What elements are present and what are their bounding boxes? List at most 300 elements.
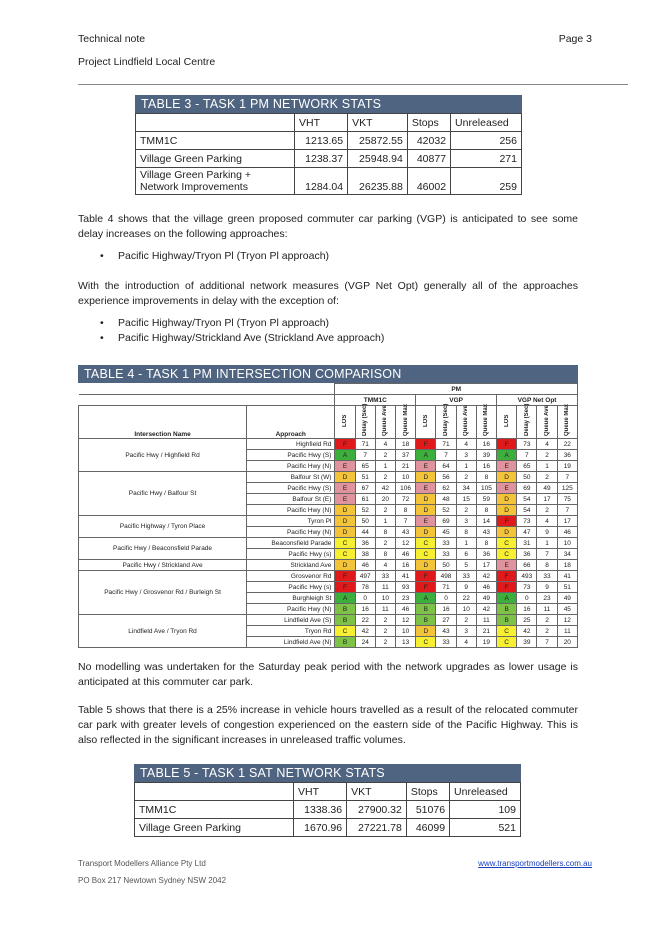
queue-max-cell: 45 [557,604,577,615]
los-cell: F [497,571,517,582]
approach-name: Pacific Hwy (N) [247,527,335,538]
approach-name: Pacific Hwy (N) [247,604,335,615]
table3-block [135,95,522,195]
table-row [79,615,578,626]
table4-period: PM [335,384,578,395]
delay-cell: 44 [355,527,375,538]
queue-max-cell: 18 [396,439,416,450]
queue-ave-cell: 33 [456,571,476,582]
delay-cell: 33 [436,549,456,560]
queue-ave-cell: 5 [456,560,476,571]
delay-cell: 62 [436,483,456,494]
delay-cell: 39 [517,637,537,648]
queue-max-cell: 8 [476,505,496,516]
queue-max-cell: 49 [557,593,577,604]
queue-ave-cell: 2 [375,505,395,516]
table4-metric-header [396,403,416,439]
intersection-name: Pacific Highway / Tyron Place [79,516,247,538]
paragraph-network-measures: With the introduction of additional network measures (VGP Net Opt) generally all of the approaches experience improvements in delay with the exception of: [78,280,578,307]
queue-ave-cell: 11 [375,582,395,593]
queue-ave-cell: 8 [375,549,395,560]
table4-metric-header [416,406,436,439]
table4-body [79,439,578,648]
los-cell: E [416,461,436,472]
queue-max-cell: 11 [557,626,577,637]
queue-max-cell: 21 [476,626,496,637]
los-cell: C [497,549,517,560]
queue-ave-cell: 9 [537,527,557,538]
queue-max-cell: 106 [396,483,416,494]
metric-label: LOS [503,414,510,428]
los-cell: D [497,472,517,483]
intersection-name: Pacific Hwy / Beaconsfield Parade [79,538,247,560]
los-cell: A [416,593,436,604]
metric-label: Delay (Sec) [443,403,449,436]
table5-col-blank [135,783,294,801]
table5-col-vht: VHT [294,783,347,801]
los-cell: D [416,472,436,483]
table4-metric-header [355,403,375,439]
queue-max-cell: 8 [476,472,496,483]
metric-label: Queue Max [483,403,490,436]
los-cell: B [416,604,436,615]
cell-stops: 42032 [407,132,450,150]
los-cell: F [497,439,517,450]
queue-ave-cell: 23 [537,593,557,604]
los-cell: B [335,615,355,626]
delay-cell: 7 [355,450,375,461]
table-row [136,150,522,168]
footer-company: Transport Modellers Alliance Pty Ltd [78,859,206,868]
table4-metric-header [557,403,577,439]
delay-cell: 54 [517,494,537,505]
delay-cell: 42 [517,626,537,637]
approach-name: Pacific Hwy (S) [247,483,335,494]
delay-cell: 31 [517,538,537,549]
header-divider [78,84,628,85]
los-cell: B [497,604,517,615]
los-cell: D [416,494,436,505]
queue-max-cell: 46 [557,527,577,538]
approach-name: Balfour St (W) [247,472,335,483]
los-cell: E [497,483,517,494]
table4-scenario-tmm1c: TMM1C [335,395,416,406]
los-cell: D [335,472,355,483]
cell-vkt: 25948.94 [348,150,408,168]
approach-name: Beaconsfield Parade [247,538,335,549]
queue-ave-cell: 33 [375,571,395,582]
delay-cell: 24 [355,637,375,648]
queue-ave-cell: 7 [537,549,557,560]
table-row [79,538,578,549]
queue-ave-cell: 4 [537,439,557,450]
queue-ave-cell: 11 [537,604,557,615]
queue-max-cell: 93 [396,582,416,593]
metric-label: Delay (Sec) [362,403,369,436]
table3-col-stops: Stops [407,114,450,132]
paragraph-table5-intro: Table 5 shows that there is a 25% increase in vehicle hours travelled as a result of the relocated commuter car park with greater levels of congestion experienced on the eastern side of the Pacific Highway. This is also reflected in the significant increases in unreleased traffic volumes. [78,704,578,746]
delay-cell: 36 [355,538,375,549]
delay-cell: 46 [355,560,375,571]
metric-label: Queue Ave [544,405,551,436]
delay-cell: 0 [355,593,375,604]
delay-cell: 27 [436,615,456,626]
queue-max-cell: 17 [557,516,577,527]
delay-cell: 71 [355,439,375,450]
delay-cell: 48 [436,494,456,505]
queue-max-cell: 16 [396,560,416,571]
queue-ave-cell: 1 [456,461,476,472]
table4-metric-row [79,406,578,439]
paragraph-table4-intro: Table 4 shows that the village green proposed commuter car parking (VGP) is anticipated to see some delay increases on the following approaches: [78,213,578,240]
queue-ave-cell: 1 [375,516,395,527]
approach-name: Tryon Rd [247,626,335,637]
queue-max-cell: 12 [396,538,416,549]
queue-max-cell: 17 [476,560,496,571]
queue-ave-cell: 49 [537,483,557,494]
los-cell: C [335,549,355,560]
metric-label: Queue Ave [463,405,470,436]
delay-cell: 33 [436,637,456,648]
queue-ave-cell: 10 [375,593,395,604]
los-cell: D [335,527,355,538]
los-cell: C [416,549,436,560]
delay-cell: 69 [517,483,537,494]
metric-label: Queue Ave [382,405,389,436]
queue-max-cell: 105 [476,483,496,494]
delay-cell: 50 [517,472,537,483]
queue-max-cell: 20 [557,637,577,648]
cell-vht: 1238.37 [295,150,348,168]
table4-scenario-row [79,395,578,406]
los-cell: D [416,560,436,571]
los-cell: E [335,494,355,505]
queue-ave-cell: 2 [375,472,395,483]
delay-cell: 16 [355,604,375,615]
los-cell: D [335,505,355,516]
queue-ave-cell: 2 [375,538,395,549]
approach-name: Balfour St (E) [247,494,335,505]
los-cell: C [497,626,517,637]
delay-cell: 493 [517,571,537,582]
metric-label: LOS [422,414,429,428]
los-cell: D [497,527,517,538]
queue-max-cell: 16 [476,439,496,450]
delay-cell: 50 [355,516,375,527]
row-label: Village Green Parking [135,819,294,837]
queue-max-cell: 7 [557,472,577,483]
paragraph-saturday: No modelling was undertaken for the Saturday peak period with the network upgrades as lower usage is anticipated at this commuter car park. [78,661,578,688]
queue-max-cell: 23 [396,593,416,604]
delay-cell: 16 [517,604,537,615]
queue-max-cell: 42 [476,571,496,582]
delay-cell: 0 [436,593,456,604]
queue-ave-cell: 2 [537,626,557,637]
header-doc-type: Technical note [78,33,146,45]
approach-name: Lindfield Ave (S) [247,615,335,626]
queue-ave-cell: 1 [537,461,557,472]
queue-max-cell: 13 [396,637,416,648]
queue-max-cell: 36 [557,450,577,461]
cell-stops: 40877 [407,150,450,168]
cell-unreleased: 259 [451,168,522,195]
table4-block [78,365,578,648]
queue-ave-cell: 9 [456,582,476,593]
delay-cell: 71 [436,582,456,593]
cell-stops: 46099 [406,819,449,837]
queue-max-cell: 34 [557,549,577,560]
los-cell: B [416,615,436,626]
los-cell: D [335,560,355,571]
delay-cell: 73 [517,582,537,593]
queue-ave-cell: 2 [537,472,557,483]
los-cell: B [335,604,355,615]
los-cell: A [335,450,355,461]
queue-max-cell: 8 [476,538,496,549]
los-cell: F [416,571,436,582]
footer-website-link[interactable]: www.transportmodellers.com.au [478,859,592,868]
queue-ave-cell: 1 [456,538,476,549]
cell-vht: 1670.96 [294,819,347,837]
delay-cell: 0 [517,593,537,604]
intersection-name: Pacific Hwy / Grosvenor Rd / Burleigh St [79,571,247,615]
delay-cell: 73 [517,439,537,450]
queue-ave-cell: 42 [375,483,395,494]
queue-ave-cell: 15 [456,494,476,505]
los-cell: A [497,450,517,461]
los-cell: E [497,461,517,472]
header-project: Project Lindfield Local Centre [78,56,216,68]
table3-col-vht: VHT [295,114,348,132]
table5-col-unreleased: Unreleased [450,783,521,801]
los-cell: F [497,582,517,593]
delay-cell: 54 [517,505,537,516]
delay-cell: 7 [436,450,456,461]
queue-max-cell: 12 [557,615,577,626]
los-cell: F [335,439,355,450]
queue-ave-cell: 4 [456,637,476,648]
queue-max-cell: 46 [476,582,496,593]
delay-cell: 43 [436,626,456,637]
table3-col-unreleased: Unreleased [451,114,522,132]
table-row [79,516,578,527]
table-row [135,819,521,837]
queue-ave-cell: 7 [537,637,557,648]
table-row [136,132,522,150]
delay-cell: 22 [355,615,375,626]
queue-max-cell: 125 [557,483,577,494]
queue-max-cell: 11 [476,615,496,626]
table3-header-row [136,114,522,132]
cell-stops: 51076 [406,801,449,819]
queue-max-cell: 18 [557,560,577,571]
table4-col-approach: Approach [247,406,335,439]
delay-cell: 497 [355,571,375,582]
delay-cell: 498 [436,571,456,582]
queue-max-cell: 22 [557,439,577,450]
row-label: TMM1C [135,801,294,819]
delay-cell: 47 [517,527,537,538]
los-cell: D [497,494,517,505]
bullet-item: • Pacific Highway/Tryon Pl (Tryon Pl approach) [100,249,329,264]
queue-ave-cell: 3 [456,450,476,461]
table4-metric-header [476,403,496,439]
cell-unreleased: 109 [450,801,521,819]
metric-label: LOS [341,414,348,428]
table5-title: TABLE 5 - TASK 1 SAT NETWORK STATS [134,764,521,782]
approach-name: Grosvenor Rd [247,571,335,582]
approach-name: Pacific Hwy (S) [247,450,335,461]
los-cell: E [416,483,436,494]
los-cell: B [335,637,355,648]
queue-max-cell: 10 [396,626,416,637]
los-cell: F [497,516,517,527]
intersection-name: Lindfield Ave / Tryon Rd [79,615,247,648]
delay-cell: 67 [355,483,375,494]
los-cell: A [335,593,355,604]
row-label: Village Green Parking [136,150,295,168]
queue-ave-cell: 17 [537,494,557,505]
table3 [135,113,522,195]
queue-max-cell: 10 [557,538,577,549]
bullet-item: • Pacific Highway/Strickland Ave (Strickland Ave approach) [100,331,384,346]
delay-cell: 38 [355,549,375,560]
table4-metric-header [335,406,355,439]
los-cell: D [497,505,517,516]
bullet-item: • Pacific Highway/Tryon Pl (Tryon Pl approach) [100,316,384,331]
los-cell: C [335,626,355,637]
los-cell: D [416,505,436,516]
table4-title: TABLE 4 - TASK 1 PM INTERSECTION COMPARISON [78,365,578,383]
delay-cell: 51 [355,472,375,483]
delay-cell: 45 [436,527,456,538]
queue-ave-cell: 6 [456,549,476,560]
row-label-line1: Village Green Parking + [140,169,251,181]
delay-cell: 16 [436,604,456,615]
delay-cell: 7 [517,450,537,461]
table4-scenario-vgp: VGP [416,395,497,406]
table-row [79,439,578,450]
los-cell: C [497,538,517,549]
table4-col-intersection: Intersection Name [79,406,247,439]
los-cell: D [416,527,436,538]
queue-ave-cell: 8 [375,527,395,538]
queue-ave-cell: 34 [456,483,476,494]
queue-max-cell: 10 [396,472,416,483]
table-row [79,560,578,571]
approach-name: Pacific Hwy (s) [247,549,335,560]
row-label: TMM1C [136,132,295,150]
queue-max-cell: 14 [476,516,496,527]
table4-metric-header [537,406,557,439]
queue-max-cell: 36 [476,549,496,560]
approach-name: Pacific Hwy (N) [247,461,335,472]
queue-ave-cell: 4 [375,560,395,571]
footer-address: PO Box 217 Newtown Sydney NSW 2042 [78,876,227,885]
queue-ave-cell: 20 [375,494,395,505]
cell-vkt: 27900.32 [347,801,407,819]
table-row [136,168,522,195]
queue-ave-cell: 2 [375,626,395,637]
queue-ave-cell: 2 [375,637,395,648]
queue-max-cell: 51 [557,582,577,593]
delay-cell: 33 [436,538,456,549]
delay-cell: 52 [436,505,456,516]
delay-cell: 42 [355,626,375,637]
los-cell: A [497,593,517,604]
queue-ave-cell: 2 [456,615,476,626]
los-cell: C [416,637,436,648]
queue-max-cell: 7 [557,505,577,516]
delay-cell: 65 [517,461,537,472]
delay-cell: 65 [355,461,375,472]
table5-block [134,764,521,837]
los-cell: F [335,582,355,593]
approach-name: Lindfield Ave (N) [247,637,335,648]
los-cell: C [335,538,355,549]
queue-ave-cell: 2 [537,450,557,461]
los-cell: C [416,538,436,549]
header-page-number: Page 3 [558,33,592,45]
queue-max-cell: 16 [476,461,496,472]
approach-name: Pacific Hwy (N) [247,505,335,516]
cell-vht: 1338.36 [294,801,347,819]
queue-ave-cell: 22 [456,593,476,604]
delay-cell: 56 [436,472,456,483]
cell-vht: 1213.65 [295,132,348,150]
queue-ave-cell: 4 [456,439,476,450]
cell-unreleased: 271 [451,150,522,168]
los-cell: E [416,516,436,527]
approach-name: Strickland Ave [247,560,335,571]
table4 [78,383,578,648]
queue-ave-cell: 8 [537,560,557,571]
queue-ave-cell: 10 [456,604,476,615]
table4-metric-header [456,406,476,439]
table4-corner2 [79,395,335,406]
queue-ave-cell: 2 [537,505,557,516]
table5 [134,782,521,837]
table4-scenario-vgp-net-opt: VGP Net Opt [497,395,578,406]
delay-cell: 69 [436,516,456,527]
delay-cell: 73 [517,516,537,527]
los-cell: E [335,461,355,472]
intersection-name: Pacific Hwy / Highfield Rd [79,439,247,472]
approach-name: Pacific Hwy (s) [247,582,335,593]
cell-unreleased: 521 [450,819,521,837]
queue-max-cell: 41 [396,571,416,582]
approach-name: Tyron Pl [247,516,335,527]
queue-max-cell: 72 [396,494,416,505]
delay-cell: 66 [517,560,537,571]
queue-ave-cell: 8 [456,527,476,538]
approach-name: Burghleigh St [247,593,335,604]
queue-max-cell: 37 [396,450,416,461]
los-cell: D [335,516,355,527]
los-cell: D [416,626,436,637]
queue-ave-cell: 11 [375,604,395,615]
delay-cell: 78 [355,582,375,593]
los-cell: C [497,637,517,648]
cell-unreleased: 256 [451,132,522,150]
bullet-list-1 [100,249,329,264]
table4-metric-header [517,403,537,439]
queue-max-cell: 12 [396,615,416,626]
metric-label: Queue Max [402,403,409,436]
los-cell: E [497,560,517,571]
queue-ave-cell: 1 [537,538,557,549]
row-label-line2: Network Improvements [140,181,248,193]
